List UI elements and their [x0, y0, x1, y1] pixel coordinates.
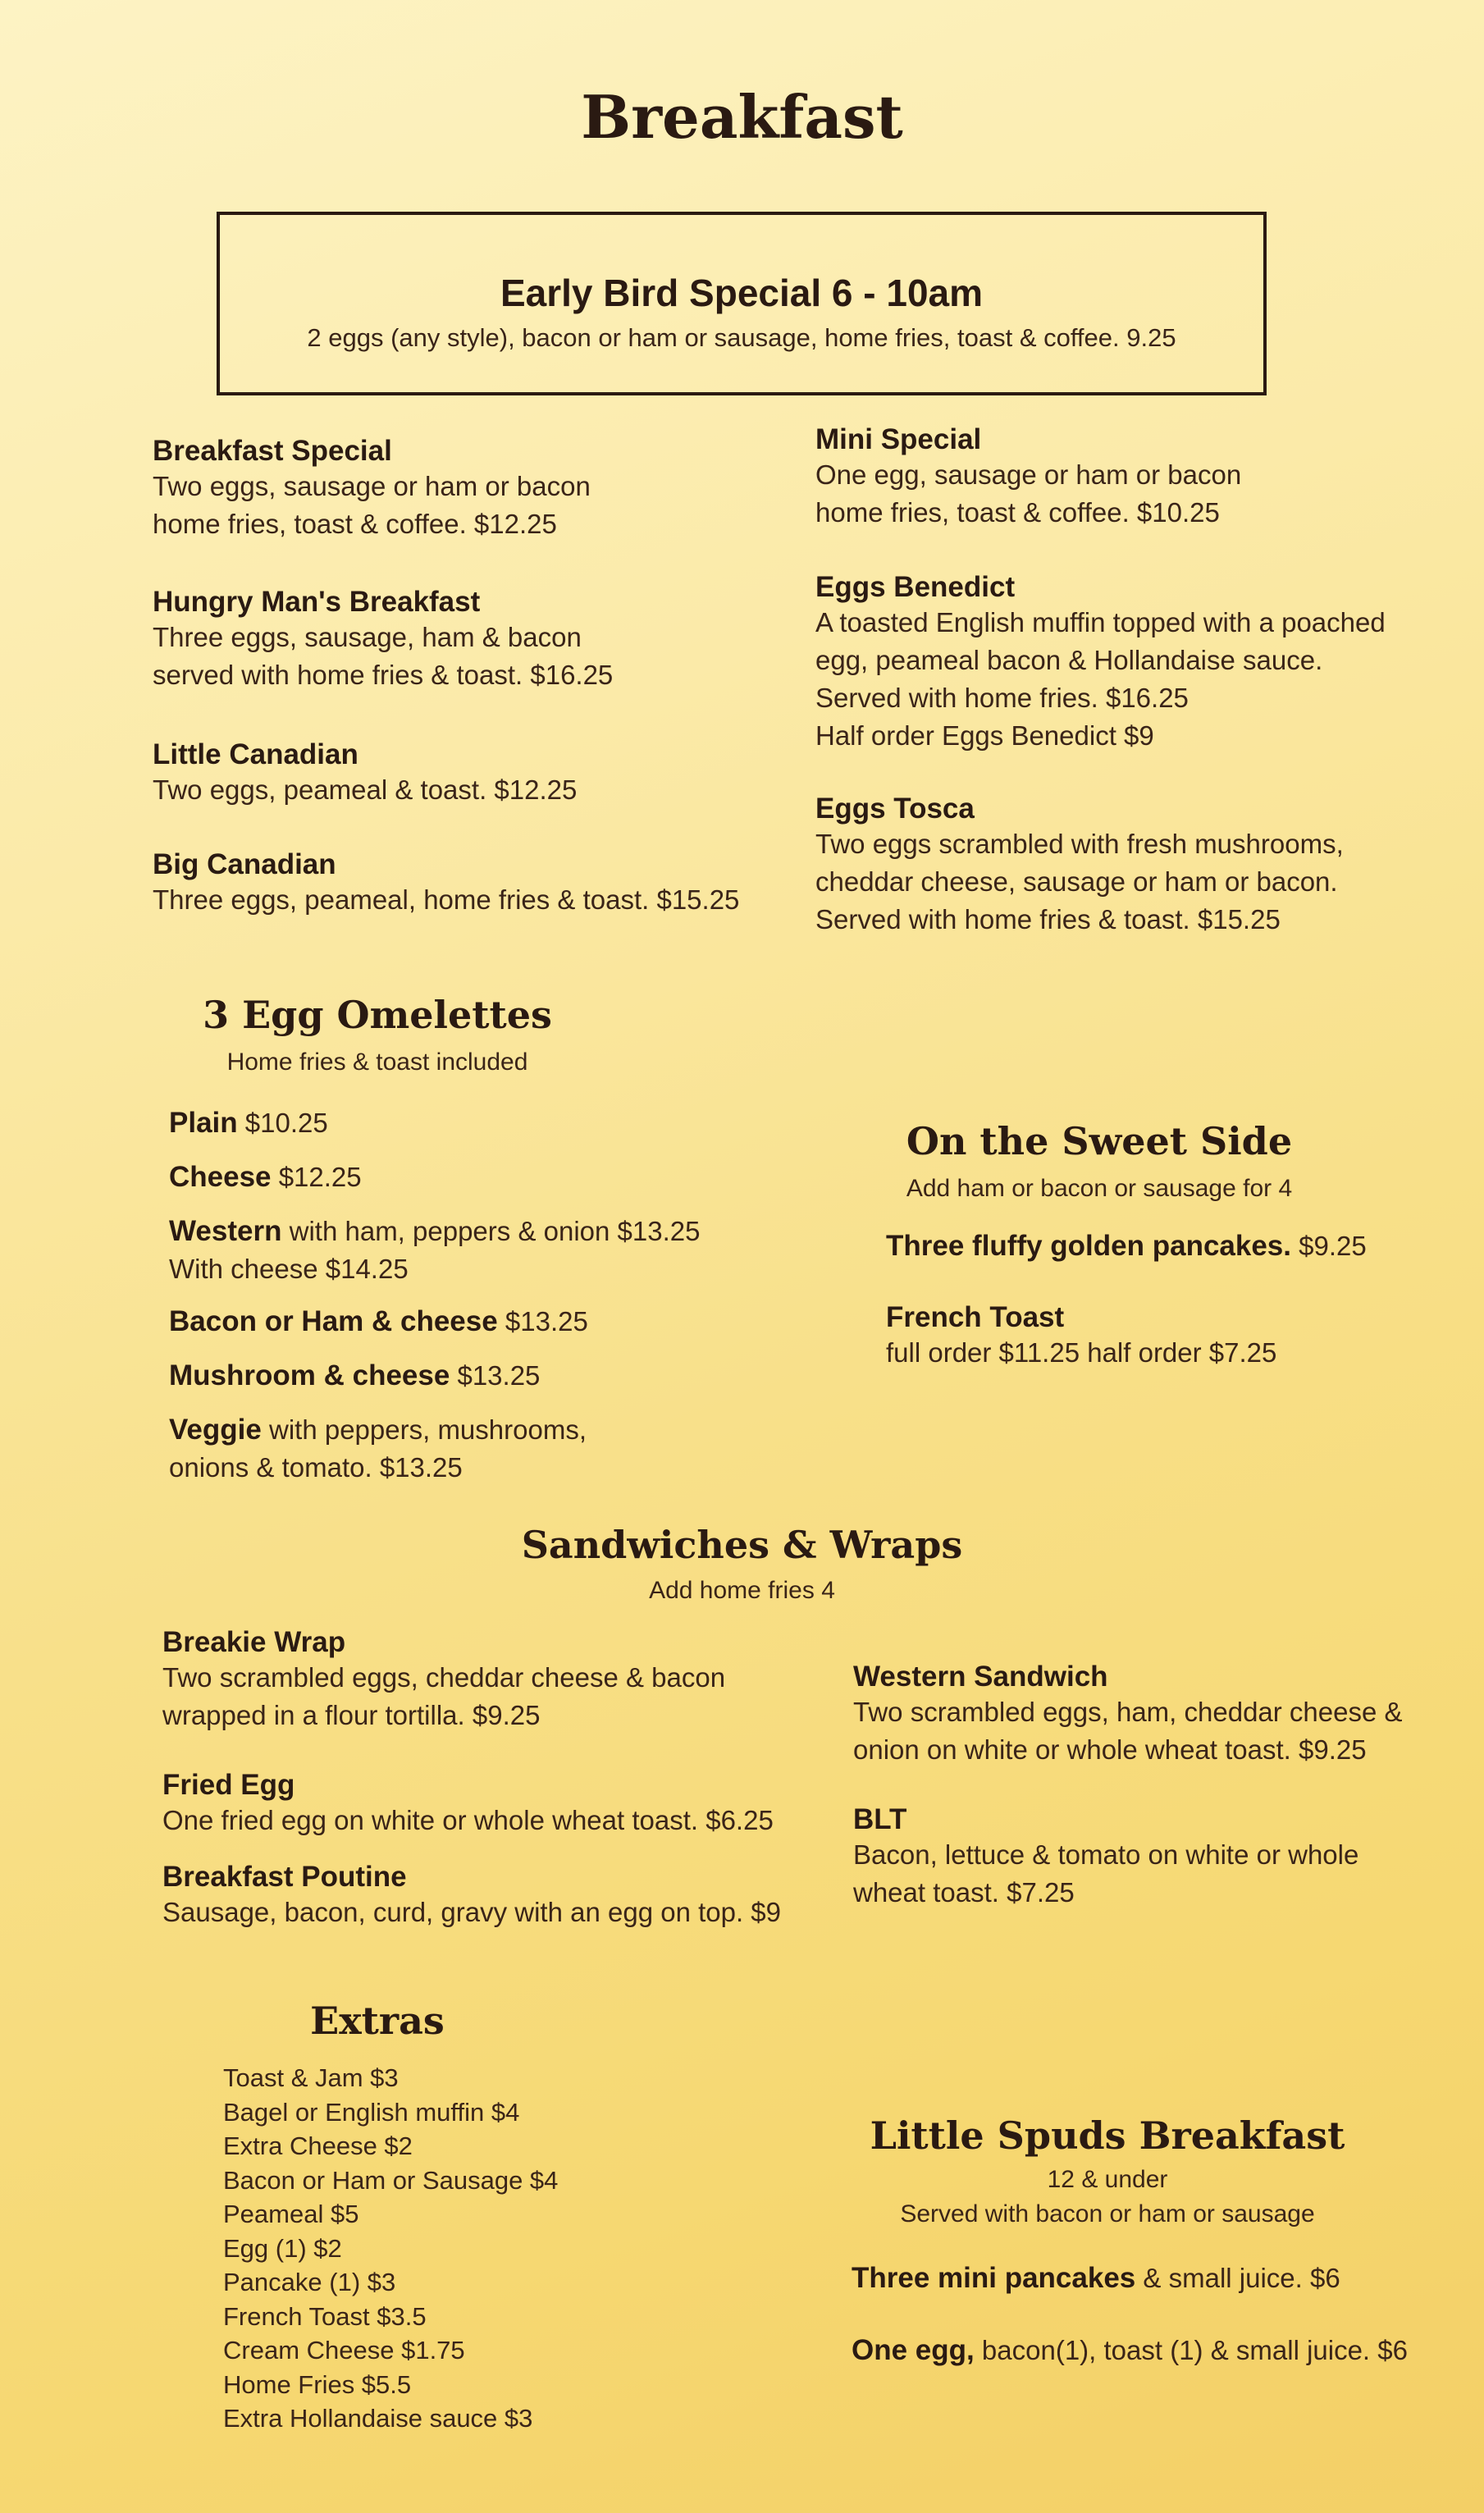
item-desc: Two eggs scrambled with fresh mushrooms, [815, 829, 1344, 859]
menu-item [153, 435, 809, 583]
item-name: Little Canadian [153, 738, 358, 770]
item-name: Western Sandwich [853, 1661, 1108, 1693]
omelette-item [169, 1104, 792, 1158]
extras-list [223, 2061, 732, 2436]
item-rest: $13.25 [497, 1306, 588, 1336]
item-name: Bacon or Ham & cheese [169, 1305, 498, 1337]
list-item: Bagel or English muffin $4 [223, 2097, 520, 2127]
item-desc: home fries, toast & coffee. $10.25 [815, 497, 1220, 528]
item-name: BLT [853, 1803, 907, 1835]
menu-item [815, 571, 1455, 793]
early-bird-box [217, 212, 1267, 395]
early-bird-desc: 2 eggs (any style), bacon or ham or sausage, home fries, toast & coffee. 9.25 [307, 323, 1176, 352]
item-desc: home fries, toast & coffee. $12.25 [153, 509, 557, 539]
early-bird-title: Early Bird Special 6 - 10am [500, 272, 984, 314]
spuds-subtitle: Served with bacon or ham or sausage [900, 2200, 1315, 2227]
left-breakfast-column [153, 435, 809, 919]
menu-item [153, 738, 809, 848]
item-desc: Bacon, lettuce & tomato on white or whole [853, 1839, 1359, 1870]
list-item: Peameal $5 [223, 2200, 359, 2228]
item-extra: onions & tomato. $13.25 [169, 1452, 463, 1483]
extras-title: Extras [310, 1999, 445, 2043]
item-name: Western [169, 1215, 282, 1247]
list-item: Extra Cheese $2 [223, 2131, 413, 2160]
omelette-item [169, 1213, 792, 1303]
omelette-item [169, 1357, 792, 1411]
item-name: Cheese [169, 1161, 272, 1193]
item-name: Big Canadian [153, 848, 336, 880]
item-name: Three mini pancakes [852, 2262, 1136, 2294]
list-item: Cream Cheese $1.75 [223, 2336, 465, 2365]
item-name: Fried Egg [162, 1769, 295, 1801]
item-desc: Served with home fries & toast. $15.25 [815, 904, 1281, 934]
menu-item [153, 848, 809, 919]
item-desc: One egg, sausage or ham or bacon [815, 459, 1242, 490]
item-desc: Two scrambled eggs, cheddar cheese & bacon [162, 1662, 726, 1693]
item-name: Plain [169, 1107, 238, 1139]
item-name: Breakfast Special [153, 435, 392, 467]
item-desc: full order $11.25 half order $7.25 [886, 1337, 1277, 1368]
item-name: Mushroom & cheese [169, 1359, 450, 1391]
item-rest: $13.25 [450, 1360, 541, 1391]
item-desc: served with home fries & toast. $16.25 [153, 660, 614, 690]
item-name: Mini Special [815, 423, 982, 455]
item-desc: egg, peameal bacon & Hollandaise sauce. [815, 645, 1323, 675]
list-item: Extra Hollandaise sauce $3 [223, 2404, 533, 2433]
menu-item [153, 586, 809, 733]
sandwiches-title: Sandwiches & Wraps [521, 1523, 963, 1567]
item-rest: $12.25 [271, 1162, 362, 1192]
item-desc: A toasted English muffin topped with a poached [815, 607, 1386, 637]
omelettes-subtitle: Home fries & toast included [226, 1049, 528, 1076]
item-desc: Two eggs, peameal & toast. $12.25 [153, 774, 578, 805]
item-name: Eggs Tosca [815, 793, 975, 825]
omelettes-list [169, 1104, 792, 1487]
item-desc: Three eggs, peameal, home fries & toast. $15.25 [153, 884, 740, 915]
item-name: Breakie Wrap [162, 1626, 346, 1658]
list-item: French Toast $3.5 [223, 2301, 427, 2331]
sweet-subtitle: Add ham or bacon or sausage for 4 [906, 1175, 1293, 1202]
item-desc: cheddar cheese, sausage or ham or bacon. [815, 866, 1338, 897]
sandwiches-right [853, 1661, 1460, 1912]
item-desc: wrapped in a flour tortilla. $9.25 [162, 1700, 541, 1730]
omelette-item [169, 1411, 792, 1487]
sweet-list [886, 1227, 1460, 1372]
item-rest: with ham, peppers & onion $13.25 [281, 1216, 701, 1246]
item-name: Three fluffy golden pancakes. [886, 1230, 1291, 1262]
menu-item [162, 1626, 860, 1769]
item-desc: Sausage, bacon, curd, gravy with an egg on top. $9 [162, 1897, 782, 1927]
right-breakfast-column [815, 423, 1455, 939]
omelette-item [169, 1303, 792, 1357]
item-desc: wheat toast. $7.25 [853, 1877, 1075, 1908]
sweet-title: On the Sweet Side [906, 1119, 1293, 1163]
item-desc: Served with home fries. $16.25 [815, 683, 1189, 713]
item-extra: With cheese $14.25 [169, 1254, 409, 1284]
spuds-item [852, 2332, 1475, 2369]
item-price: $9.25 [1291, 1231, 1367, 1261]
item-name: French Toast [886, 1301, 1065, 1333]
menu-item [162, 1861, 860, 1931]
list-item: Pancake (1) $3 [223, 2268, 396, 2296]
sandwiches-left [162, 1626, 860, 1931]
spuds-age: 12 & under [1047, 2166, 1168, 2193]
item-desc: Half order Eggs Benedict $9 [815, 720, 1154, 751]
menu-item [162, 1769, 860, 1861]
spuds-title: Little Spuds Breakfast [870, 2113, 1345, 2158]
item-desc: Three eggs, sausage, ham & bacon [153, 622, 582, 652]
item-desc: Two eggs, sausage or ham or bacon [153, 471, 591, 501]
item-name: Eggs Benedict [815, 571, 1016, 603]
menu-item [815, 423, 1455, 571]
item-desc: Two scrambled eggs, ham, cheddar cheese & [853, 1697, 1403, 1727]
sandwiches-subtitle: Add home fries 4 [649, 1577, 835, 1604]
omelettes-title: 3 Egg Omelettes [203, 993, 552, 1037]
item-rest: bacon(1), toast (1) & small juice. $6 [974, 2335, 1408, 2365]
list-item: Bacon or Ham or Sausage $4 [223, 2165, 559, 2195]
item-name: One egg, [852, 2334, 975, 2366]
omelette-item [169, 1158, 792, 1213]
menu-item [815, 793, 1455, 939]
item-rest: with peppers, mushrooms, [261, 1414, 587, 1445]
spuds-item [852, 2259, 1475, 2297]
list-item: Toast & Jam $3 [223, 2063, 399, 2092]
menu-item [853, 1803, 1460, 1912]
item-name: Breakfast Poutine [162, 1861, 407, 1893]
menu-item [886, 1301, 1460, 1372]
item-desc: One fried egg on white or whole wheat toast. $6.25 [162, 1805, 774, 1835]
item-rest: & small juice. $6 [1135, 2263, 1340, 2293]
list-item: Egg (1) $2 [223, 2233, 342, 2263]
list-item: Home Fries $5.5 [223, 2369, 412, 2399]
item-name: Hungry Man's Breakfast [153, 586, 481, 618]
menu-item [853, 1661, 1460, 1803]
page-title: Breakfast [581, 82, 903, 152]
item-desc: onion on white or whole wheat toast. $9.25 [853, 1734, 1367, 1765]
menu-item [886, 1227, 1460, 1301]
item-rest: $10.25 [237, 1108, 328, 1138]
item-name: Veggie [169, 1414, 262, 1446]
